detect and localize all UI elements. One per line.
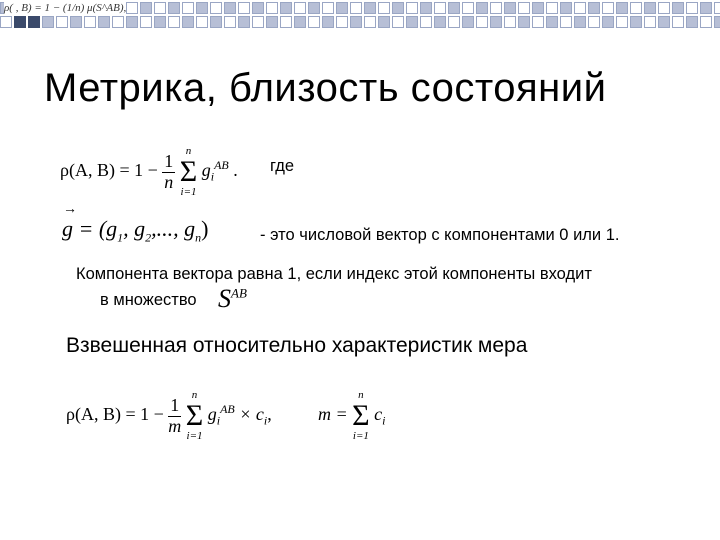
- decorative-square: [630, 16, 642, 28]
- decorative-square: [616, 2, 628, 14]
- decorative-square: [224, 2, 236, 14]
- decorative-square: [112, 16, 124, 28]
- decorative-square: [154, 16, 166, 28]
- decorative-square: [420, 2, 432, 14]
- decorative-square: [182, 16, 194, 28]
- decorative-square: [406, 16, 418, 28]
- decorative-square: [280, 16, 292, 28]
- decorative-square: [364, 2, 376, 14]
- decorative-square: [168, 16, 180, 28]
- decorative-square: [126, 16, 138, 28]
- decorative-square: [602, 2, 614, 14]
- decorative-square: [322, 2, 334, 14]
- decorative-square: [434, 2, 446, 14]
- decorative-square: [294, 16, 306, 28]
- decorative-square: [672, 2, 684, 14]
- decorative-square: [462, 16, 474, 28]
- decorative-square: [532, 2, 544, 14]
- decorative-square: [266, 16, 278, 28]
- decorative-square: [462, 2, 474, 14]
- decorative-square: [238, 2, 250, 14]
- decorative-square: [560, 16, 572, 28]
- decorative-square: [392, 16, 404, 28]
- decorative-square: [644, 2, 656, 14]
- decorative-square: [350, 16, 362, 28]
- decorative-square: [308, 2, 320, 14]
- decorative-square: [658, 16, 670, 28]
- decorative-square: [70, 16, 82, 28]
- decorative-square: [42, 16, 54, 28]
- decorative-square: [602, 16, 614, 28]
- decorative-square: [490, 16, 502, 28]
- decorative-square: [336, 16, 348, 28]
- decorative-square: [14, 16, 26, 28]
- decorative-square: [84, 16, 96, 28]
- decorative-square: [140, 2, 152, 14]
- thumbnail-formula: ρ( , B) = 1 − (1/n) μ(S^AB),: [4, 2, 127, 14]
- decorative-square: [406, 2, 418, 14]
- decorative-square: [126, 2, 138, 14]
- decorative-square: [280, 2, 292, 14]
- decorative-square: [546, 2, 558, 14]
- decorative-square: [448, 16, 460, 28]
- summation: n Σ i=1: [179, 145, 198, 198]
- decorative-square: [714, 16, 720, 28]
- decorative-square: [588, 2, 600, 14]
- decorative-square: [224, 16, 236, 28]
- decorative-square: [0, 16, 12, 28]
- decorative-square: [588, 16, 600, 28]
- decorative-square: [714, 2, 720, 14]
- decorative-square: [294, 2, 306, 14]
- decorative-square: [616, 16, 628, 28]
- decorative-square: [322, 16, 334, 28]
- component-text-line2: в множество: [100, 291, 197, 309]
- decorative-square: [266, 2, 278, 14]
- decorative-square: [504, 2, 516, 14]
- decorative-square: [182, 2, 194, 14]
- decorative-square: [252, 2, 264, 14]
- weighted-measure-title: Взвешенная относительно характеристик мера: [66, 334, 528, 357]
- decorative-square: [700, 16, 712, 28]
- decorative-square: [644, 16, 656, 28]
- gde-label: где: [270, 157, 295, 175]
- decorative-square: [630, 2, 642, 14]
- decorative-square: [196, 2, 208, 14]
- decorative-square: [308, 16, 320, 28]
- decorative-square: [196, 16, 208, 28]
- decorative-square: [210, 2, 222, 14]
- decorative-square: [672, 16, 684, 28]
- decorative-square: [28, 16, 40, 28]
- decorative-square: [546, 16, 558, 28]
- formula-weighted: ρ(A, B) = 1 − $\frac{1}{m}$ n Σ i=1 $g_i^{AB} \times c_i$,: [66, 389, 272, 442]
- decorative-square: [140, 16, 152, 28]
- decorative-square: [574, 16, 586, 28]
- decorative-square: [448, 2, 460, 14]
- decorative-square: [378, 2, 390, 14]
- decorative-square: [98, 16, 110, 28]
- decorative-square: [364, 16, 376, 28]
- decorative-square: [700, 2, 712, 14]
- decorative-square: [518, 2, 530, 14]
- slide-title: Метрика, близость состояний: [44, 66, 607, 110]
- decorative-square: [532, 16, 544, 28]
- decorative-square: [658, 2, 670, 14]
- component-text-line1: Компонента вектора равна 1, если индекс этой компоненты входит: [76, 265, 592, 283]
- decorative-square: [56, 16, 68, 28]
- decorative-square: [336, 2, 348, 14]
- formula-distance: ρ(A, B) = 1 − $\frac{1}{n}$ n Σ i=1 $g_i^{AB}$ .: [60, 145, 238, 198]
- decorative-square: [490, 2, 502, 14]
- decorative-square: [476, 2, 488, 14]
- formula-lhs: ρ(A, B) = 1 −: [60, 160, 158, 181]
- decorative-square: [504, 16, 516, 28]
- decorative-square: [168, 2, 180, 14]
- decorative-square: [434, 16, 446, 28]
- decorative-square: [154, 2, 166, 14]
- decorative-square: [238, 16, 250, 28]
- set-symbol: $S^{AB}$: [218, 284, 247, 313]
- decorative-square: [350, 2, 362, 14]
- formula-vector: → $g = (g_1$, $g_2$,..., $g_n$): [62, 202, 209, 245]
- decorative-square: [518, 16, 530, 28]
- decorative-square: [686, 16, 698, 28]
- decorative-square: [574, 2, 586, 14]
- vector-description: - это числовой вектор с компонентами 0 или 1.: [260, 226, 620, 244]
- decorative-square: [378, 16, 390, 28]
- decorative-square: [476, 16, 488, 28]
- decorative-square: [392, 2, 404, 14]
- decorative-square: [252, 16, 264, 28]
- decorative-square: [686, 2, 698, 14]
- decorative-square: [210, 16, 222, 28]
- formula-fraction: $\frac{1}{n}$: [164, 150, 174, 192]
- decorative-square: [560, 2, 572, 14]
- formula-m-definition: m = n Σ i=1 $c_i$: [318, 389, 386, 442]
- decorative-square: [420, 16, 432, 28]
